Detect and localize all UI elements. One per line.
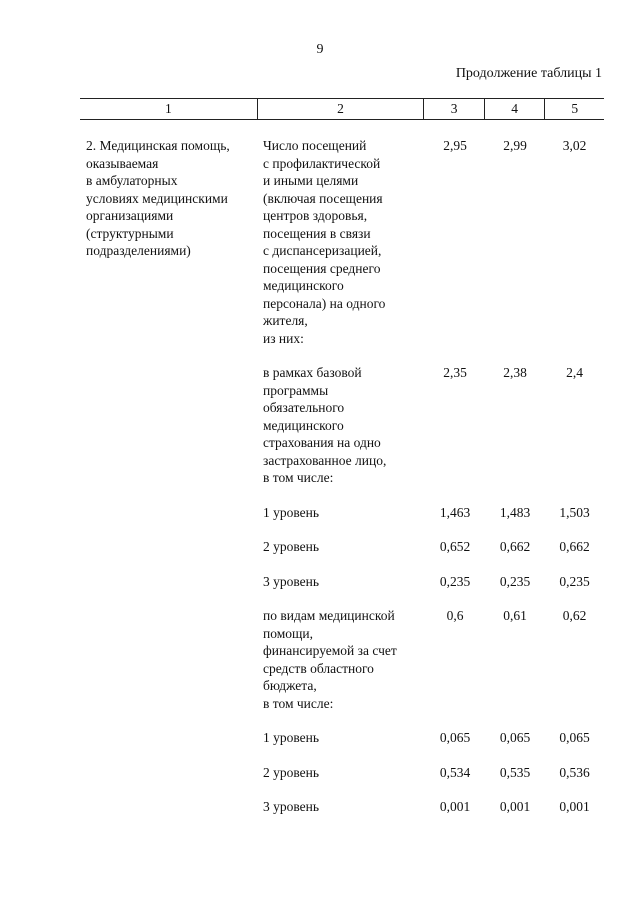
row-value-col5: 1,503 [559, 504, 590, 520]
table-row [80, 538, 604, 556]
row-value-col4: 0,235 [499, 573, 531, 589]
header-col-4: 4 [484, 99, 545, 119]
table-row [80, 798, 604, 816]
header-col-5: 5 [544, 99, 604, 119]
table-row [80, 504, 604, 522]
row-value-col3: 0,001 [439, 799, 471, 814]
section-label: 2. Медицинская помощь, оказываемая в амбулаторных условиях медицинскими организациями (структурными подразделениями) [86, 138, 230, 258]
row-value-col4: 2,38 [503, 365, 527, 380]
header-col-3: 3 [423, 99, 484, 119]
table-row [80, 729, 604, 747]
row-description: Число посещений с профилактической и иными целями (включая посещения центров здоровья, посещения в связи с диспансеризацией, посещения среднего медицинского персонала) на одного жителя, из них: [263, 138, 386, 346]
row-value-col5: 0,536 [559, 764, 590, 780]
row-value-col3: 2,35 [443, 365, 467, 380]
row-description: 3 уровень [263, 799, 320, 814]
row-value-col5: 0,001 [559, 799, 590, 814]
page-number: 9 [316, 42, 324, 57]
row-description: 1 уровень [263, 504, 320, 520]
row-value-col3: 0,235 [439, 573, 471, 589]
table-continuation-caption: Продолжение таблицы 1 [455, 66, 602, 81]
row-value-col3: 0,534 [439, 764, 471, 780]
header-col-2: 2 [257, 99, 424, 119]
row-value-col3: 0,065 [439, 730, 471, 745]
data-table [80, 98, 604, 816]
row-value-col4: 0,065 [499, 730, 531, 745]
row-value-col3: 0,652 [439, 539, 471, 554]
row-value-col3: 0,6 [446, 608, 464, 623]
table-row [80, 364, 604, 487]
row-value-col5: 0,065 [559, 730, 590, 745]
row-value-col3: 1,463 [439, 504, 471, 520]
section-label-cell [80, 137, 258, 347]
row-value-col5: 2,4 [566, 365, 583, 380]
row-value-col5: 3,02 [562, 138, 587, 153]
row-value-col4: 0,61 [503, 608, 527, 623]
table-row [80, 764, 604, 782]
row-description: 3 уровень [263, 573, 320, 589]
row-value-col5: 0,62 [562, 608, 587, 623]
row-description: по видам медицинской помощи, финансируемой за счет средств областного бюджета, в том числе: [263, 608, 397, 711]
row-value-col4: 0,001 [499, 799, 531, 814]
row-value-col5: 0,235 [559, 573, 590, 589]
table-row [80, 607, 604, 712]
table-row [80, 573, 604, 591]
row-value-col4: 2,99 [503, 138, 527, 153]
table-row [80, 137, 604, 347]
row-value-col3: 2,95 [443, 138, 467, 153]
header-col-1: 1 [164, 101, 172, 116]
row-description: в рамках базовой программы обязательного медицинского страхования на одно застрахованное лицо, в том числе: [263, 365, 387, 485]
row-value-col4: 0,662 [499, 539, 531, 554]
row-description: 2 уровень [263, 764, 320, 780]
row-value-col4: 0,535 [499, 764, 531, 780]
row-value-col5: 0,662 [559, 539, 590, 554]
row-description: 1 уровень [263, 730, 320, 745]
row-description: 2 уровень [263, 539, 320, 554]
row-value-col4: 1,483 [499, 504, 531, 520]
table-header-row [80, 98, 604, 120]
